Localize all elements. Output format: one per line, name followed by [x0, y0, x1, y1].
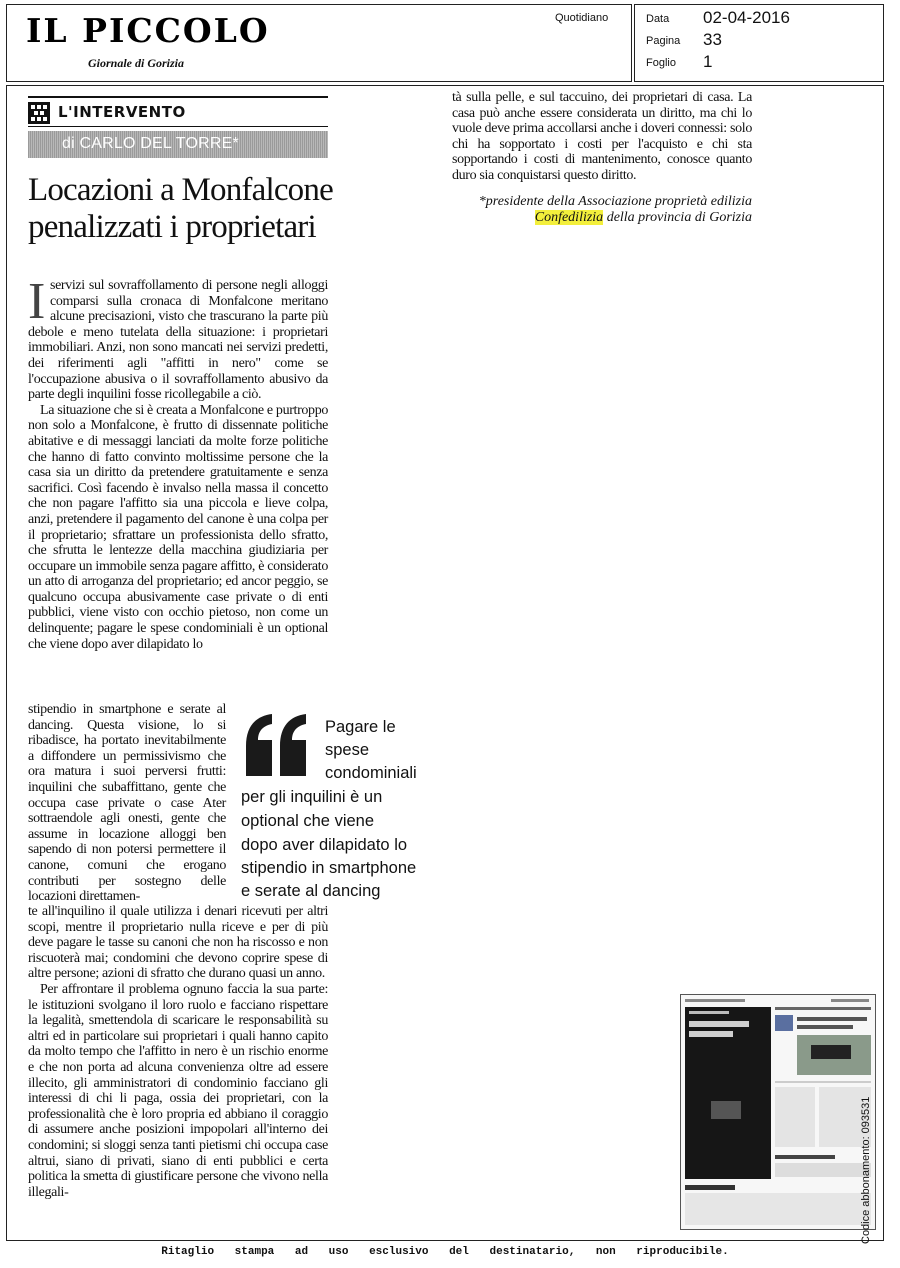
pull-quote-line-1: Pagare le — [325, 718, 396, 736]
pull-quote-line-2: spese — [325, 741, 370, 759]
drop-cap: I — [28, 273, 45, 330]
paragraph-3: Per affrontare il problema ognuno faccia la sua parte: le istituzioni svolgano il loro ruolo e facciano rispettare la legalità, smettendola di scaricare le responsabilità su altri ed in particolare sui proprietari i quali hanno capito da molto tempo che l'affitto in nero è un rischio enorme e che non porta ad alcuna convenienza oltre ad essere illecito, gli amministratori di condominio facciano gli interessi di chi li paga, ossia dei proprietari, con la professionalità che è loro propria ed abbiano il coraggio di assumere anche posizioni impopolari all'interno dei condomini; si sloggi senza tanti pietismi chi occupa case altrui, siano di privati, siano di enti pubblici e certa politica la smetta di giustificare persone che vivono nella illegali- — [28, 981, 328, 1200]
page-thumbnail — [680, 994, 876, 1230]
meta-value-page: 33 — [703, 30, 722, 49]
paragraph-2-end: te all'inquilino il quale utilizza i denari ricevuti per altri scopi, mentre il proprietario nulla riceve e per di più deve pagare le tasse su canoni che non ha riscosso e non riscuoterà mai; condomini che devono coprire spese di altre persone; azioni di sfratto che durano quasi un anno. — [28, 904, 328, 982]
publication-type: Quotidiano — [555, 12, 609, 24]
pull-quote-line-7: stipendio in smartphone — [241, 859, 417, 877]
meta-value-date: 02-04-2016 — [703, 8, 790, 27]
meta-label-page: Pagina — [646, 35, 681, 47]
paragraph-2-continued: stipendio in smartphone e serate al dancing. Questa visione, lo si ribadisce, ha portato inevitabilmente a diffondere un permissivismo che ora matura i suoi perversi frutti: inquilini che subaffittano, gente che occupa case private o case Ater sottraendole agli onesti, gente che assume in locazione alloggi ben sapendo di non potersi permettere il canone, comuni che erogano contributi per sostegno delle locazioni direttamen- — [28, 702, 226, 905]
article-column-1-narrow — [28, 702, 226, 905]
signature-text-1: *presidente della Associazione proprietà edilizia — [478, 194, 752, 209]
pull-quote-line-4: per gli inquilini è un — [241, 788, 383, 806]
headline-line-1: Locazioni a Monfalcone — [28, 172, 333, 208]
meta-label-sheet: Foglio — [646, 57, 676, 69]
signature-highlight: Confedilizia — [534, 210, 604, 225]
meta-label-date: Data — [646, 13, 670, 25]
headline-line-2: penalizzati i proprietari — [28, 209, 316, 245]
footer-notice: Ritaglio stampa ad uso esclusivo del destinatario, non riproducibile. — [161, 1246, 729, 1258]
section-top-rule — [28, 96, 328, 98]
article-column-1-bottom — [28, 904, 328, 1200]
section-title: L'INTERVENTO — [58, 103, 186, 121]
quote-mark-icon — [242, 712, 312, 778]
pull-quote-line-3: condominiali — [325, 764, 417, 782]
meta-value-sheet: 1 — [703, 52, 713, 71]
section-bottom-rule — [28, 126, 328, 127]
pull-quote-line-8: e serate al dancing — [241, 882, 381, 900]
section-dots-icon — [28, 102, 50, 124]
page-thumbnail-image — [681, 995, 875, 1229]
paragraph-column-2: tà sulla pelle, e sul taccuino, dei proprietari di casa. La casa può anche essere considerata un diritto, ma chi lo vuole deve prima accollarsi anche i doveri connessi: solo chi ha sopportato i costi per l'acquisto e chi sta sopportando i costi di mantenimento, conosce quanto duro sia conquistarsi questo diritto. — [452, 90, 752, 183]
headline — [28, 172, 348, 246]
article-column-2 — [452, 90, 752, 184]
article-column-1-top — [28, 273, 328, 652]
author-signature — [452, 194, 752, 226]
newspaper-subtitle: Giornale di Gorizia — [88, 56, 185, 70]
paragraph-intro: servizi sul sovraffollamento di persone negli alloggi comparsi sulla cronaca di Monfalcone meritano alcune precisazioni, visto che trascurano la parte più debole e meno tutelata della situazione: i proprietari immobiliari. Anzi, non sono mancati nei servizi predetti, dei riferimenti agli "affitti in nero" come se l'occupazione abusiva o il sovraffollamento abusivo da parte degli inquilini fosse ricollegabile a ciò. — [28, 278, 328, 403]
pull-quote-line-5: optional che viene — [241, 812, 375, 830]
subscription-code: Codice abbonamento: 093531 — [860, 1096, 872, 1244]
newspaper-logo: IL PICCOLO — [26, 11, 270, 50]
signature-text-2: della provincia di Gorizia — [603, 210, 752, 225]
paragraph-2: La situazione che si è creata a Monfalcone e purtroppo non solo a Monfalcone, è frutto di dissennate politiche abitative e di messaggi lanciati da molte forze politiche che hanno di fatto convinto moltissime persone che la casa sia un diritto da pretendere gratuitamente e senza sacrifici. Così facendo è invalso nella massa il concetto che non pagare l'affitto sia una piccola e lieve colpa, anzi, pretendere il pagamento del canone è una colpa per il proprietario; sfrattare un professionista dello sfratto, che sfrutta le lentezze della macchina giudiziaria per occupare un immobile senza pagare affitto, è considerato un atto di arroganza del proprietario; ed ancor peggio, se qualcuno occupa abusivamente case private o di enti pubblici, viene visto con occhio pietoso, non come un delinquente; pagare le spese condominiali è un optional che viene dopo aver dilapidato lo — [28, 402, 328, 652]
pull-quote-line-6: dopo aver dilapidato lo — [241, 836, 408, 854]
byline: di CARLO DEL TORRE* — [62, 135, 239, 152]
